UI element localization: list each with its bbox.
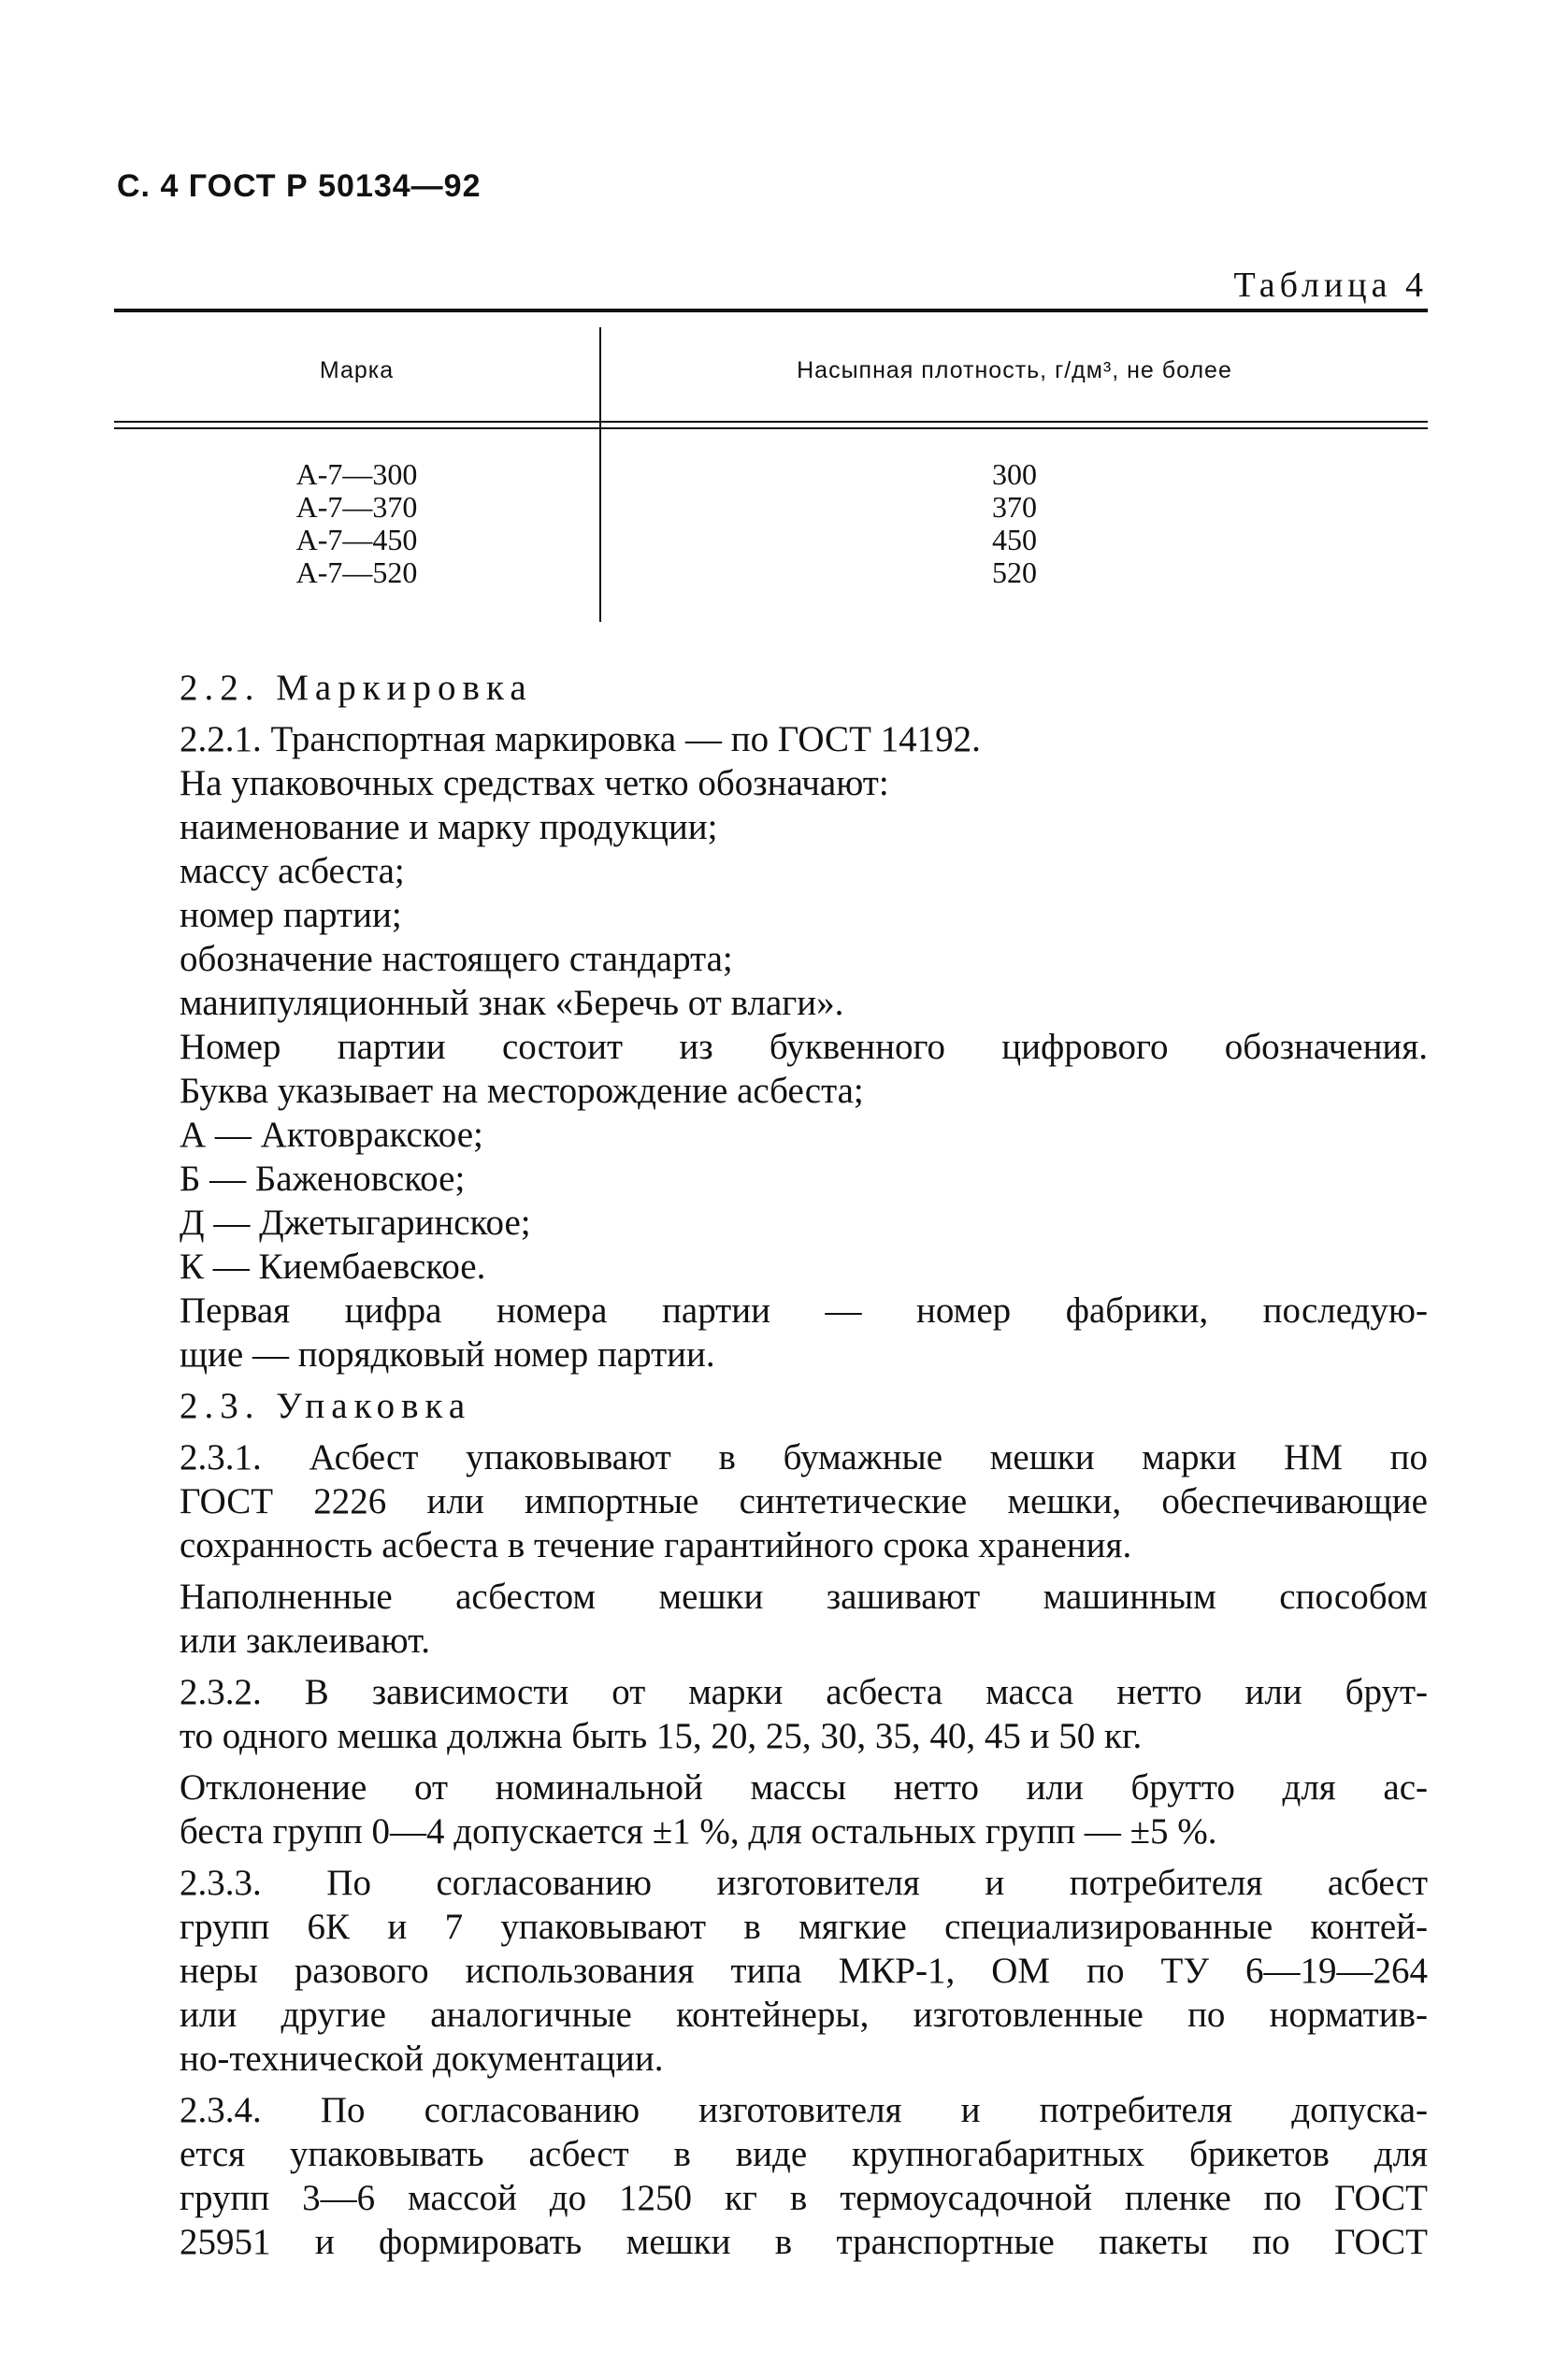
document-body bbox=[180, 666, 1428, 2264]
text-line: 2.3.4. По согласованию изготовителя и потребителя допуска- bbox=[180, 2090, 1428, 2130]
text-line: то одного мешка должна быть 15, 20, 25, 30, 35, 40, 45 и 50 кг. bbox=[180, 1716, 1143, 1756]
table-rule-top bbox=[114, 309, 1428, 312]
table-cell-mark: А-7—520 bbox=[295, 555, 418, 589]
text-line: номер партии; bbox=[180, 895, 402, 935]
text-line: групп 3—6 массой до 1250 кг в термоусадочной пленке по ГОСТ bbox=[180, 2178, 1428, 2218]
table-cell-mark: А-7—450 bbox=[295, 523, 418, 556]
table-column-density bbox=[601, 458, 1428, 589]
text-line: неры разового использования типа МКР-1, ОМ по ТУ 6—19—264 bbox=[180, 1951, 1428, 1991]
text-line: 2.2.1. Транспортная маркировка — по ГОСТ 14192. bbox=[180, 719, 981, 759]
text-line: или другие аналогичные контейнеры, изготовленные по норматив- bbox=[180, 1995, 1428, 2035]
page-header: С. 4 ГОСТ Р 50134—92 bbox=[117, 168, 482, 204]
text-line: К — Киембаевское. bbox=[180, 1247, 486, 1287]
table-cell-density: 520 bbox=[992, 555, 1037, 589]
text-line: 2.3.2. В зависимости от марки асбеста масса нетто или брут- bbox=[180, 1672, 1428, 1712]
table-header-mark: Марка bbox=[319, 357, 395, 383]
text-line: Первая цифра номера партии — номер фабрики, последую- bbox=[180, 1290, 1428, 1331]
text-line: Номер партии состоит из буквенного цифрового обозначения. bbox=[180, 1027, 1428, 1067]
text-line: беста групп 0—4 допускается ±1 %, для остальных групп — ±5 %. bbox=[180, 1811, 1217, 1852]
table-rule-header bbox=[114, 421, 1428, 423]
text-line: манипуляционный знак «Беречь от влаги». bbox=[180, 983, 844, 1023]
text-line: На упаковочных средствах четко обозначают: bbox=[180, 763, 889, 803]
table-cell-mark: А-7—370 bbox=[295, 490, 418, 524]
table-cell-density: 300 bbox=[992, 457, 1037, 491]
text-line: щие — порядковый номер партии. bbox=[180, 1334, 715, 1375]
text-line: или заклеивают. bbox=[180, 1621, 430, 1661]
text-line: Буква указывает на месторождение асбеста; bbox=[180, 1071, 864, 1111]
text-line: массу асбеста; bbox=[180, 851, 405, 891]
table-header-density: Насыпная плотность, г/дм³, не более bbox=[797, 357, 1232, 383]
text-line: ется упаковывать асбест в виде крупногабаритных брикетов для bbox=[180, 2134, 1428, 2174]
text-line: групп 6К и 7 упаковывают в мягкие специализированные контей- bbox=[180, 1907, 1428, 1947]
section-heading-marking: 2.2. Маркировка bbox=[180, 668, 533, 708]
text-line: наименование и марку продукции; bbox=[180, 807, 718, 847]
text-line: Д — Джетыгаринское; bbox=[180, 1203, 531, 1243]
table-rule-header-double bbox=[114, 427, 1428, 429]
text-line: 2.3.3. По согласованию изготовителя и потребителя асбест bbox=[180, 1863, 1428, 1903]
table-cell-density: 370 bbox=[992, 490, 1037, 524]
text-line: Б — Баженовское; bbox=[180, 1159, 466, 1199]
text-line: сохранность асбеста в течение гарантийного срока хранения. bbox=[180, 1525, 1132, 1565]
text-line: но-технической документации. bbox=[180, 2039, 664, 2079]
text-line: А — Актовракское; bbox=[180, 1115, 483, 1155]
table-cell-density: 450 bbox=[992, 523, 1037, 556]
text-line: ГОСТ 2226 или импортные синтетические мешки, обеспечивающие bbox=[180, 1481, 1428, 1521]
table-column-mark bbox=[114, 458, 599, 589]
table-cell-mark: А-7—300 bbox=[295, 457, 418, 491]
text-line: 25951 и формировать мешки в транспортные пакеты по ГОСТ bbox=[180, 2222, 1428, 2262]
text-line: обозначение настоящего стандарта; bbox=[180, 939, 733, 979]
text-line: Отклонение от номинальной массы нетто или брутто для ас- bbox=[180, 1767, 1428, 1808]
section-heading-packaging: 2.3. Упаковка bbox=[180, 1386, 472, 1426]
text-line: Наполненные асбестом мешки зашивают машинным способом bbox=[180, 1577, 1428, 1617]
table-caption: Таблица 4 bbox=[1233, 266, 1428, 305]
text-line: 2.3.1. Асбест упаковывают в бумажные мешки марки НМ по bbox=[180, 1437, 1428, 1478]
density-table bbox=[114, 309, 1428, 622]
